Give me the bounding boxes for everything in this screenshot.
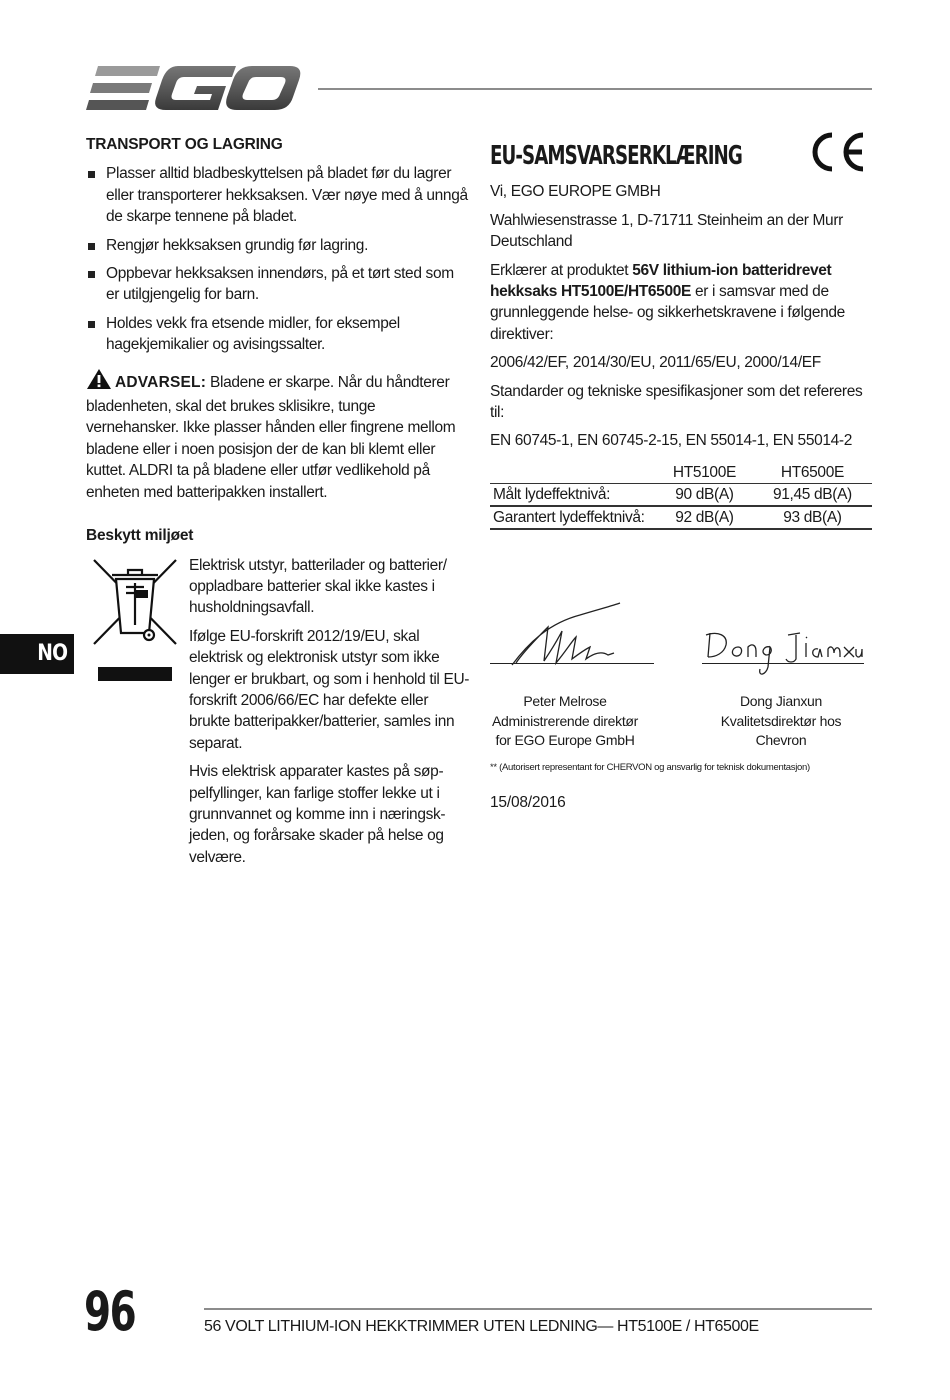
table-cell: Målt lydeffektnivå:: [490, 483, 656, 506]
list-item: Oppbevar hekksaksen innendørs, på et tørt sted som er utilgjengelig for barn.: [86, 263, 470, 306]
ego-logo: [86, 64, 301, 114]
table-row: [490, 483, 872, 506]
declare-suffix: er i samsvar med de grunnleggende helse- og sikkerhetskravene i følgende direktiver:: [490, 283, 845, 343]
directives: 2006/42/EF, 2014/30/EU, 2011/65/EU, 2000/14/EF: [490, 354, 821, 372]
page-number: 96: [84, 1280, 136, 1343]
environment-text: [189, 555, 470, 869]
warning-text: Bladene er skarpe. Når du håndterer bladenheten, skal det brukes sklisikre, tunge vernehansker. Ikke plasser hånden eller fingrene mellom bladene eller i noen posisjon der de kan bli klemt eller kuttet. ALDRI ta på bladene eller utfør vedlikehold på enheten med batteripakken installert.: [86, 373, 456, 501]
environment-block: [86, 555, 470, 869]
table-row: [490, 506, 872, 529]
address: Wahlwiesenstrasse 1, D-71711 Steinheim an der Murr Deutschland: [490, 211, 843, 251]
signature-area: [490, 595, 872, 755]
table-header-cell: HT5100E: [656, 462, 753, 484]
signatory-melrose: [490, 692, 640, 751]
standards: EN 60745-1, EN 60745-2-15, EN 55014-1, EN 55014-2: [490, 432, 852, 450]
footer-rule: [204, 1308, 872, 1310]
signature-line: [702, 663, 864, 664]
declare-prefix: Erklærer at produktet: [490, 261, 633, 279]
standards-intro: Standarder og tekniske spesifikasjoner som det refereres til:: [490, 382, 863, 422]
table-cell: Garantert lydeffektnivå:: [490, 506, 656, 529]
list-item: Plasser alltid bladbeskyttelsen på bladet før du lagrer eller transporterer hekksaksen. Vær nøye med å unngå de skarpe tennene på bladet.: [86, 163, 470, 227]
left-column: [86, 134, 470, 875]
warning-label: ADVARSEL:: [115, 373, 207, 391]
warning-triangle-icon: [86, 368, 112, 396]
signatory-org: for EGO Europe GmbH: [495, 732, 635, 748]
language-code: NO: [37, 641, 67, 666]
signatory-name: Peter Melrose: [523, 693, 607, 709]
list-item: Holdes vekk fra etsende midler, for eksempel hagekjemikalier og avisingssalter.: [86, 313, 470, 356]
footer-title: 56 VOLT LITHIUM-ION HEKKTRIMMER UTEN LEDNING— HT5100E / HT6500E: [204, 1318, 759, 1335]
table-cell: 91,45 dB(A): [753, 483, 872, 506]
table-header-cell: [490, 462, 656, 484]
signature-dong: [704, 629, 864, 686]
table-header-cell: HT6500E: [753, 462, 872, 484]
declarant: Vi, EGO EUROPE GMBH: [490, 183, 661, 201]
table-cell: 93 dB(A): [753, 506, 872, 529]
env-paragraph: Hvis elektrisk apparater kastes på søp- pelfyllinger, kan farlige stoffer lekke ut i grunnvannet og komme inn i næringsk- jeden, og forårsake skader på helse og velvære.: [189, 763, 446, 866]
header-rule: [318, 88, 872, 90]
signature-line: [490, 663, 654, 664]
signatory-title: Kvalitetsdirektør hos Chevron: [720, 712, 842, 748]
language-tab: [0, 634, 74, 674]
env-paragraph: Ifølge EU-forskrift 2012/19/EU, skal elektrisk og elektronisk utstyr som ikke lenger er brukbart, og som i henhold til EU-forskrift 2006/66/EC har defekte eller brukte batteripakker/batterier, samles inn separat.: [189, 627, 470, 752]
weee-crossed-bin-icon: [92, 557, 178, 681]
environment-heading: Beskytt miljøet: [86, 527, 194, 545]
table-cell: 90 dB(A): [656, 483, 753, 506]
sound-level-table: [490, 462, 872, 530]
footnote: ** (Autorisert representant for CHERVON og ansvarlig for teknisk dokumentasjon): [490, 762, 810, 773]
list-item: Rengjør hekksaksen grundig før lagring.: [86, 235, 470, 256]
right-column: [490, 140, 872, 530]
declaration-date: 15/08/2016: [490, 794, 566, 811]
signatory-dong: [695, 692, 867, 751]
product-name: 56V lithium-ion batteridrevet hekksaks HT5100E/HT6500E: [490, 261, 832, 301]
signatory-title: Administrerende direktør: [491, 712, 639, 729]
table-cell: 92 dB(A): [656, 506, 753, 529]
warning-paragraph: [86, 368, 470, 503]
declaration-statement: [490, 260, 872, 346]
declaration-title: EU-SAMSVARSERKLÆRING: [490, 141, 742, 171]
table-header-row: [490, 462, 872, 484]
env-paragraph: Elektrisk utstyr, batterilader og batterier/ oppladbare batterier skal ikke kastes i husholdningsavfall.: [189, 556, 447, 617]
transport-bullets: [86, 163, 470, 355]
signatory-name: Dong Jianxun: [739, 693, 822, 709]
transport-heading: TRANSPORT OG LAGRING: [86, 136, 283, 153]
